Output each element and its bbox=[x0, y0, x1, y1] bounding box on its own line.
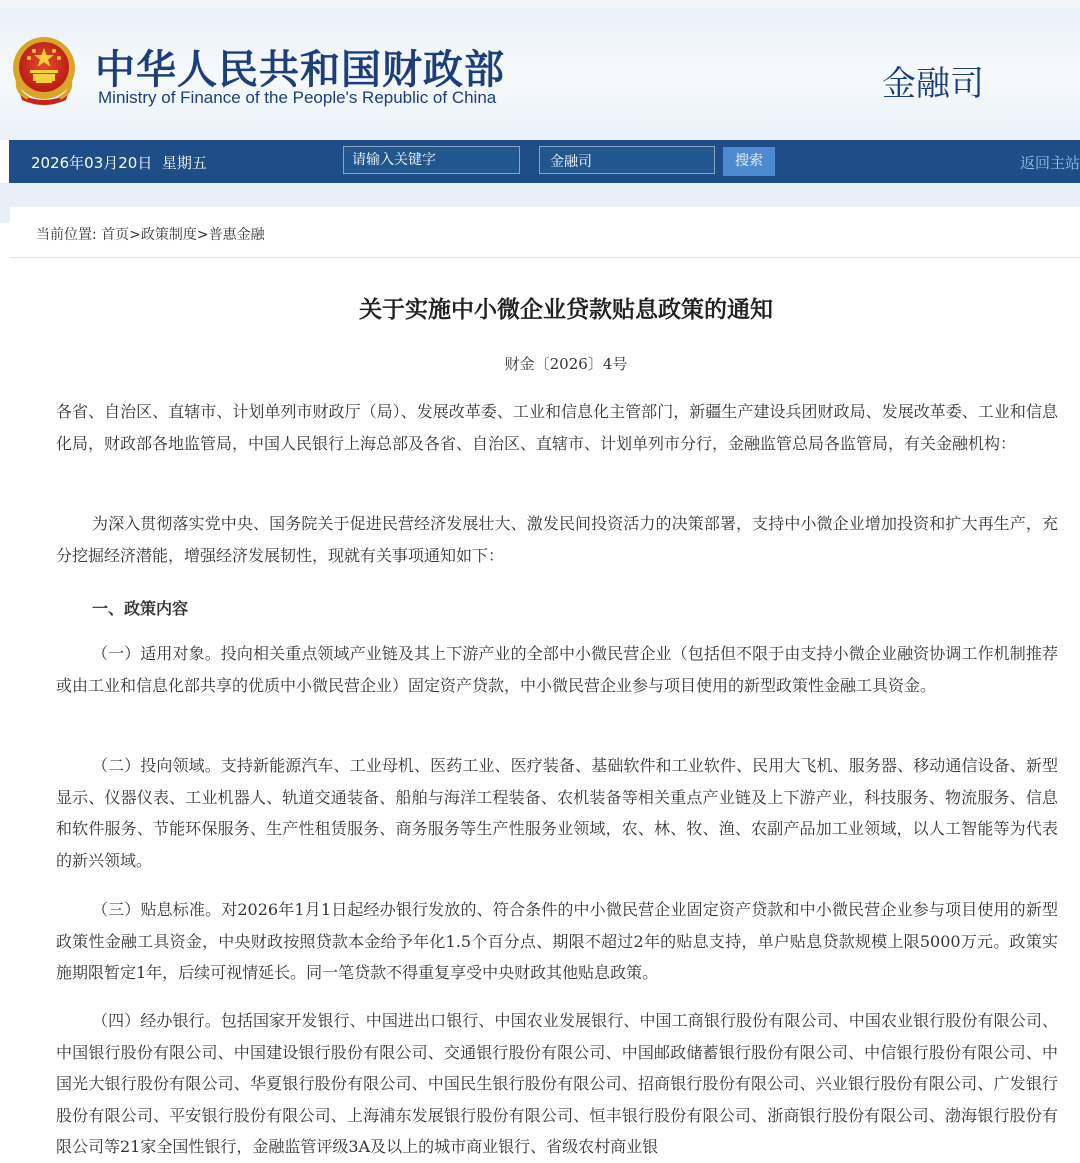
policy-item-paragraph: （四）经办银行。包括国家开发银行、中国进出口银行、中国农业发展银行、中国工商银行股份有限公司、中国农业银行股份有限公司、中国银行股份有限公司、中国建设银行股份有限公司、交通银行股份有限公司、中国邮政储蓄银行股份有限公司、中信银行股份有限公司、中国光大银行股份有限公司、华夏银行股份有限公司、中国民生银行股份有限公司、招商银行股份有限公司、兴业银行股份有限公司、广发银行股份有限公司、平安银行股份有限公司、上海浦东发展银行股份有限公司、恒丰银行股份有限公司、浙商银行股份有限公司、渤海银行股份有限公司等21家全国性银行，金融监管评级3A及以上的城市商业银行、省级农村商业银 bbox=[56, 1011, 1058, 1156]
top-nav-bar bbox=[9, 140, 1080, 183]
breadcrumb-home[interactable]: 首页 bbox=[101, 227, 130, 243]
national-emblem-icon[interactable] bbox=[10, 34, 78, 106]
breadcrumb bbox=[10, 207, 1080, 258]
site-title-en[interactable]: Ministry of Finance of the People's Republic of China bbox=[98, 88, 497, 107]
site-title-cn[interactable]: 中华人民共和国财政部 bbox=[95, 47, 505, 93]
intro-paragraph: 为深入贯彻落实党中央、国务院关于促进民营经济发展壮大、激发民间投资活力的决策部署，支持中小微企业增加投资和扩大再生产，充分挖掘经济潜能，增强经济发展韧性，现就有关事项通知如下： bbox=[56, 514, 1058, 565]
search-button[interactable]: 搜索 bbox=[723, 147, 775, 176]
breadcrumb-separator: > bbox=[129, 227, 141, 243]
date-text: 2026年03月20日 bbox=[31, 154, 153, 172]
department-title: 金融司 bbox=[882, 64, 984, 104]
article-body bbox=[20, 258, 1080, 1159]
breadcrumb-prefix: 当前位置: bbox=[36, 227, 97, 243]
return-home-link[interactable]: 返回主站 bbox=[1020, 154, 1080, 172]
addressee-paragraph: 各省、自治区、直辖市、计划单列市财政厅（局）、发展改革委、工业和信息化主管部门，新疆生产建设兵团财政局、发展改革委、工业和信息化局，财政部各地监管局，中国人民银行上海总部及各省、自治区、直辖市、计划单列市分行，金融监管总局各监管局，有关金融机构： bbox=[56, 402, 1058, 453]
search-scope-select[interactable]: 金融司 bbox=[539, 146, 715, 174]
site-header bbox=[0, 0, 1080, 140]
document-number: 财金〔2026〕4号 bbox=[504, 355, 628, 373]
current-date bbox=[31, 152, 207, 173]
breadcrumb-inclusive-finance[interactable]: 普惠金融 bbox=[208, 227, 265, 243]
weekday-text: 星期五 bbox=[161, 154, 207, 172]
policy-item-paragraph: （三）贴息标准。对2026年1月1日起经办银行发放的、符合条件的中小微民营企业固定资产贷款和中小微民营企业参与项目使用的新型政策性金融工具资金，中央财政按照贷款本金给予年化1.5个百分点、期限不超过2年的贴息支持，单户贴息贷款规模上限5000万元。政策实施期限暂定1年，后续可视情延长。同一笔贷款不得重复享受中央财政其他贴息政策。 bbox=[56, 900, 1058, 982]
policy-item-paragraph: （二）投向领域。支持新能源汽车、工业母机、医药工业、医疗装备、基础软件和工业软件、民用大飞机、服务器、移动通信设备、新型显示、仪器仪表、工业机器人、轨道交通装备、船舶与海洋工程装备、农机装备等相关重点产业链及上下游产业，科技服务、物流服务、信息和软件服务、节能环保服务、生产性租赁服务、商务服务等生产性服务业领域，农、林、牧、渔、农副产品加工业领域，以人工智能等为代表的新兴领域。 bbox=[56, 756, 1058, 870]
breadcrumb-separator: > bbox=[196, 227, 209, 243]
breadcrumb-policy[interactable]: 政策制度 bbox=[140, 227, 197, 243]
article-title: 关于实施中小微企业贷款贴息政策的通知 bbox=[359, 297, 773, 323]
policy-item-paragraph: （一）适用对象。投向相关重点领域产业链及其上下游产业的全部中小微民营企业（包括但不限于由支持小微企业融资协调工作机制推荐或由工业和信息化部共享的优质中小微民营企业）固定资产贷款，中小微民营企业参与项目使用的新型政策性金融工具资金。 bbox=[56, 644, 1058, 695]
section-heading: 一、政策内容 bbox=[92, 599, 189, 618]
search-input[interactable] bbox=[343, 146, 520, 174]
